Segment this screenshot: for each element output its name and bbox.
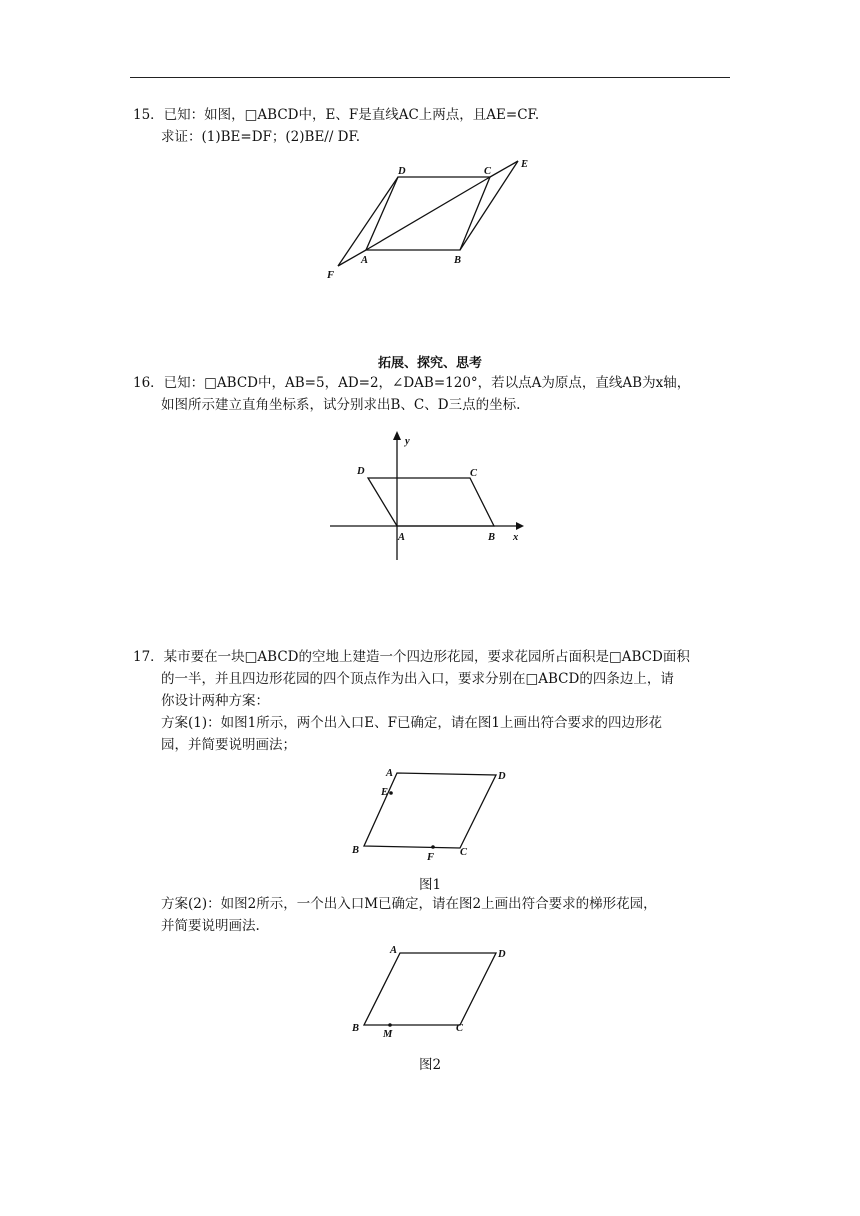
q16-label-b: B <box>488 532 496 543</box>
q17-plan2-line-2: 并简要说明画法. <box>161 918 260 934</box>
q15-label-e: E <box>521 159 529 170</box>
fig1-label-b: B <box>352 845 360 856</box>
q17-line-1: 17．某市要在一块□ABCD的空地上建造一个四边形花园，要求花园所占面积是□ABCD面积 <box>133 649 690 665</box>
fig2-label-m: M <box>383 1029 393 1040</box>
q16-label-d: D <box>357 466 365 477</box>
fig2-parallelogram <box>364 953 496 1025</box>
q16-label-a: A <box>398 532 406 543</box>
fig1-label-c: C <box>460 847 468 858</box>
fig1-label-f: F <box>427 852 435 863</box>
q17-line-3: 你设计两种方案： <box>161 693 269 709</box>
fig2-point-m <box>388 1023 392 1027</box>
q15-label-f: F <box>327 270 335 281</box>
q15-label-c: C <box>484 166 492 177</box>
q17-plan1-line-1: 方案(1)：如图1所示，两个出入口E、F已确定，请在图1上画出符合要求的四边形花 <box>161 715 663 731</box>
q16-label-y: y <box>405 436 410 447</box>
fig1-label-a: A <box>386 768 394 779</box>
fig2-label-c: C <box>456 1023 464 1034</box>
fig2-label-b: B <box>352 1023 360 1034</box>
q15-line-2: 求证：(1)BE=DF；(2)BE// DF. <box>161 129 361 145</box>
q16-line-1: 16．已知：□ABCD中，AB=5，AD=2，∠DAB=120°，若以点A为原点，直线AB为x轴， <box>133 375 691 391</box>
fig2-caption: 图2 <box>418 1057 442 1073</box>
q17-plan1-line-2: 园，并简要说明画法； <box>161 737 296 753</box>
q15-label-b: B <box>454 255 462 266</box>
q16-label-x: x <box>513 532 519 543</box>
q17-plan2-line-1: 方案(2)：如图2所示，一个出入口M已确定，请在图2上画出符合要求的梯形花园， <box>161 896 657 912</box>
fig2-label-d: D <box>498 949 506 960</box>
fig1-label-e: E <box>381 787 389 798</box>
q16-line-2: 如图所示建立直角坐标系，试分别求出B、C、D三点的坐标. <box>161 397 521 413</box>
q15-line-1: 15．已知：如图，□ABCD中，E、F是直线AC上两点，且AE=CF. <box>133 107 540 123</box>
q17-line-2: 的一半，并且四边形花园的四个顶点作为出入口，要求分别在□ABCD的四条边上，请 <box>161 671 674 687</box>
section-title: 拓展、探究、思考 <box>377 356 482 371</box>
fig1-caption: 图1 <box>418 877 442 893</box>
fig1-label-d: D <box>498 771 506 782</box>
q15-label-d: D <box>398 166 406 177</box>
q16-label-c: C <box>470 468 478 479</box>
fig2-label-a: A <box>390 945 398 956</box>
q15-label-a: A <box>361 255 369 266</box>
